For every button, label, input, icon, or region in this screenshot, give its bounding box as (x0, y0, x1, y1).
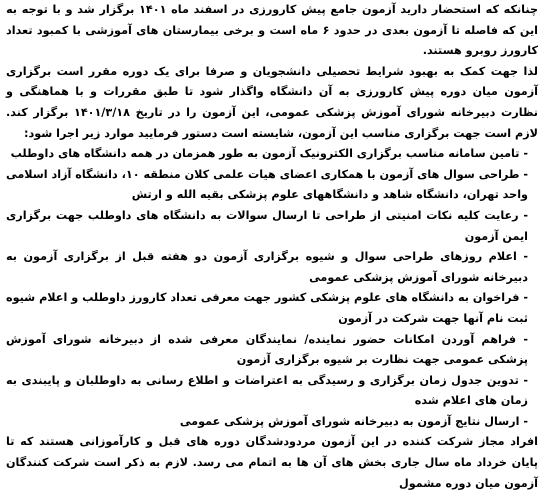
requirements-list (6, 144, 538, 432)
list-item: - اعلام روزهای طراحی سوال و شیوه برگزاری آزمون دو هفته قبل از برگزاری آزمون به دبیرخانه شورای آموزش پزشکی عمومی (6, 250, 528, 284)
closing-paragraph: افراد مجاز شرکت کننده در این آزمون مردودشدگان دوره های قبل و کارآموزانی هستند که تا پایان خرداد ماه سال جاری بخش های آن ها به اتمام می رسد. لازم به ذکر است شرکت کنندگان آزمون میان دوره مشمول (6, 435, 538, 490)
list-item: - فراهم آوردن امکانات حضور نماینده/ نمایندگان معرفی شده از دبیرخانه شورای آموزش پزشکی عمومی جهت نظارت بر شیوه برگزاری آزمون (6, 332, 528, 367)
list-item: - ارسال نتایج آزمون به دبیرخانه شورای آموزش پزشکی عمومی (179, 414, 528, 428)
list-item: - تدوین جدول زمان برگزاری و رسیدگی به اعتراضات و اطلاع رسانی به داوطلبان و پایبندی به زمان های اعلام شده (6, 373, 528, 408)
list-item: - تامین سامانه مناسب برگزاری الکترونیک آزمون به طور همزمان در همه دانشگاه های داوطلب (10, 147, 528, 161)
request-paragraph: لذا جهت کمک به بهبود شرایط تحصیلی دانشجویان و صرفا برای یک دوره مقرر است برگزاری آزمون میان دوره پیش کارورزی به آن دانشگاه واگذار شود تا طبق مقررات و با هماهنگی و نظارت دبیرخانه شورای آموزش پزشکی عمومی، این آزمون را در تاریخ ۱۴۰۱/۳/۱۸ برگزار کند. لازم است جهت برگزاری مناسب این آزمون، شایسته است دستور فرمایید موارد زیر اجرا شود: (6, 64, 539, 140)
list-item: - رعایت کلیه نکات امنیتی از طراحی تا ارسال سوالات به دانشگاه های داوطلب جهت برگزاری ایمن آزمون (6, 208, 528, 243)
list-item: - فراخوان به دانشگاه های علوم پزشکی کشور جهت معرفی تعداد کارورز داوطلب و اعلام شیوه ثبت نام آنها جهت شرکت در آزمون (6, 291, 528, 325)
list-item: - طراحی سوال های آزمون با همکاری اعضای هیات علمی کلان منطقه ۱۰، دانشگاه آزاد اسلامی واحد تهران، دانشگاه شاهد و دانشگاههای علوم پزشکی بقیه الله و ارتش (6, 167, 528, 202)
intro-paragraph: چنانکه که استحضار دارید آزمون جامع پیش کارورزی در اسفند ماه ۱۴۰۱ برگزار شد و با توجه به این که فاصله تا آزمون بعدی در حدود ۶ ماه است و برخی بیمارستان های آموزشی با کمبود تعداد کارورز روبرو هستند. (6, 3, 539, 58)
